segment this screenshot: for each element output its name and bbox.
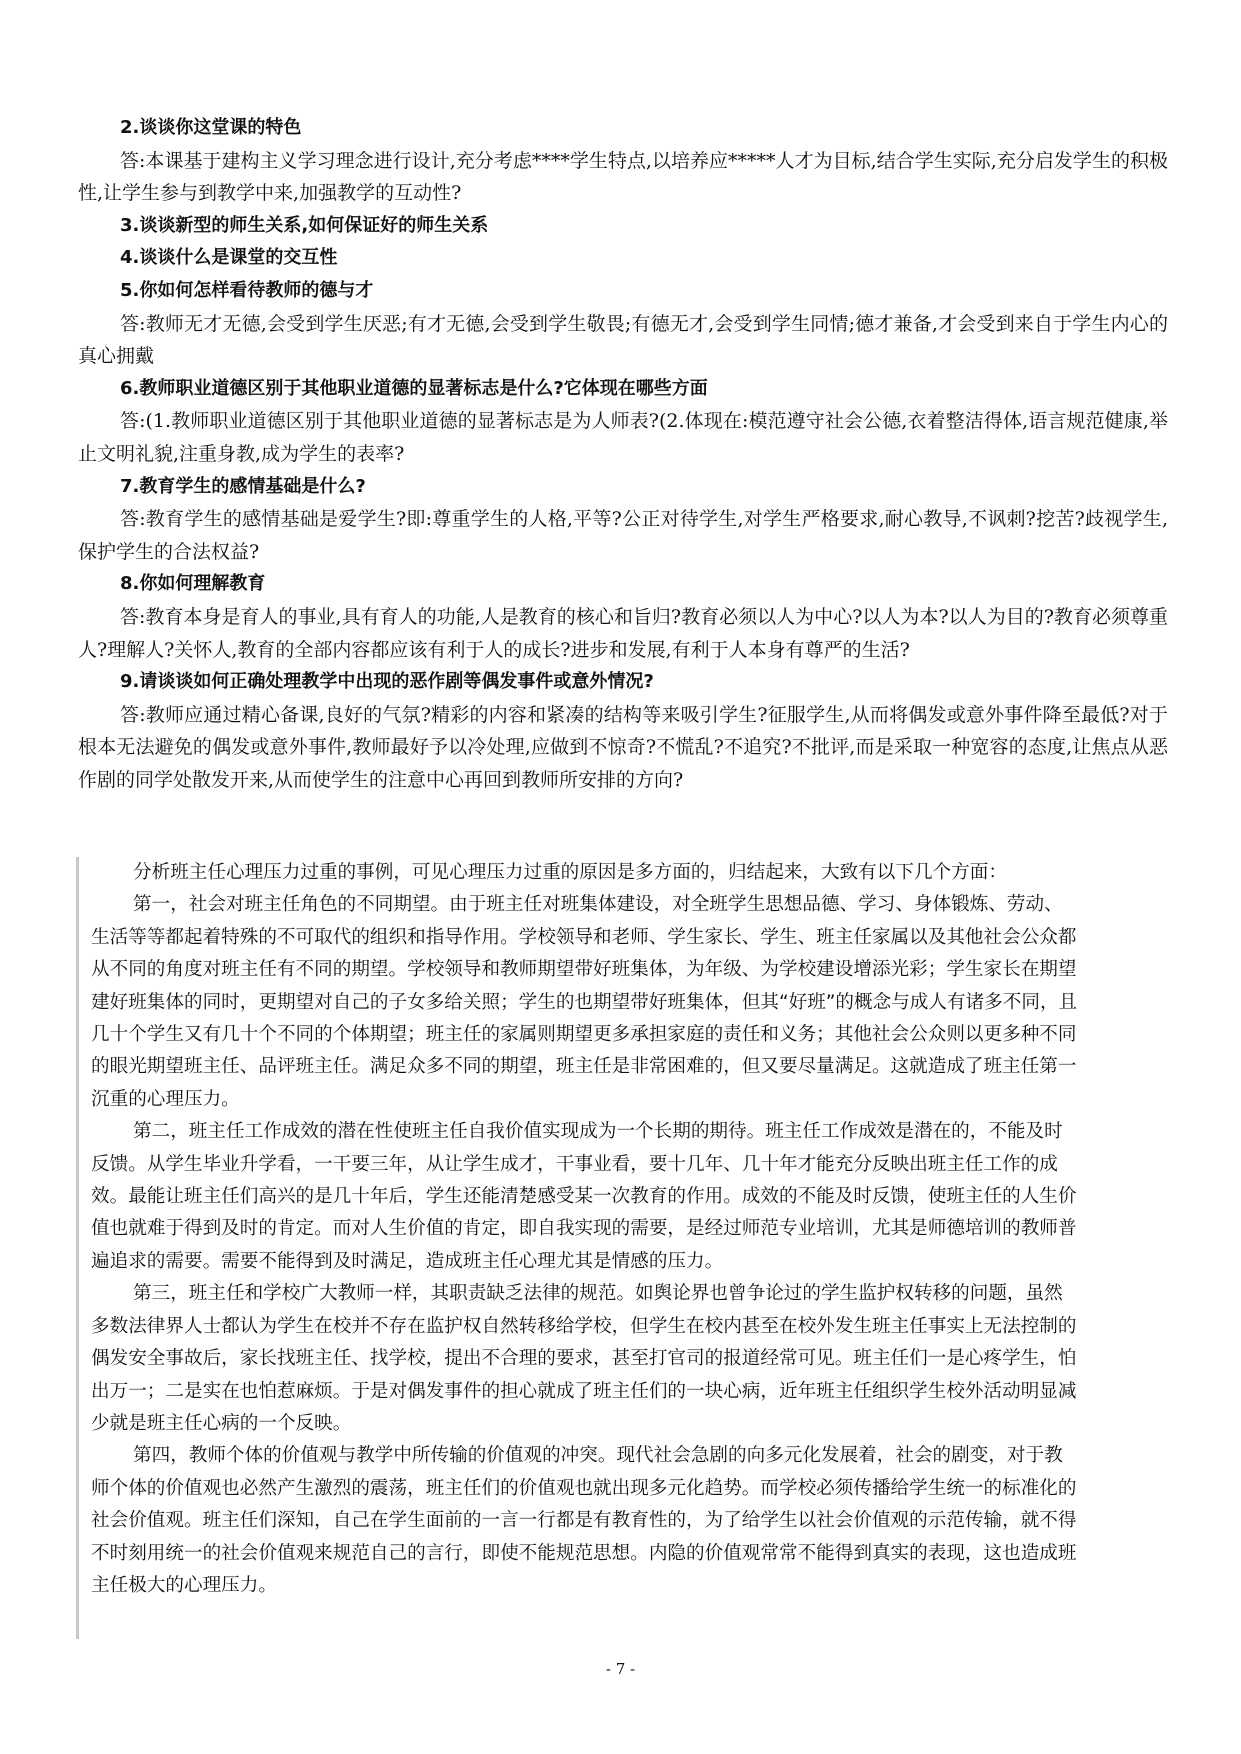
excerpt-paragraph: 分析班主任心理压力过重的事例，可见心理压力过重的原因是多方面的，归结起来，大致有以下几个方面： [133, 862, 1007, 883]
answer: 答:(1.教师职业道德区别于其他职业道德的显著标志是为人师表?(2.体现在:模范遵守社会公德,衣着整洁得体,语言规范健康,举止文明礼貌,注重身教,成为学生的表率? [78, 410, 1168, 465]
question: 7.教育学生的感情基础是什么? [120, 475, 366, 497]
answer: 答:本课基于建构主义学习理念进行设计,充分考虑****学生特点,以培养应*****人才为目标,结合学生实际,充分启发学生的积极性,让学生参与到教学中来,加强教学的互动性? [78, 149, 1168, 205]
qa-section [78, 112, 1168, 796]
qa-item [78, 373, 1168, 471]
excerpt-paragraph: 第三，班主任和学校广大教师一样，其职责缺乏法律的规范。如舆论界也曾争论过的学生监护权转移的问题，虽然多数法律界人士都认为学生在校并不存在监护权自然转移给学校，但学生在校内甚至在校外发生班主任事实上无法控制的偶发安全事故后，家长找班主任、找学校，提出不合理的要求，甚至打官司的报道经常可见。班主任们一是心疼学生，怕出万一；二是实在也怕惹麻烦。于是对偶发事件的担心就成了班主任们的一块心病，近年班主任组织学生校外活动明显减少就是班主任心病的一个反映。 [91, 1283, 1077, 1434]
question: 6.教师职业道德区别于其他职业道德的显著标志是什么?它体现在哪些方面 [120, 377, 708, 399]
qa-item [78, 242, 1168, 275]
question: 3.谈谈新型的师生关系,如何保证好的师生关系 [120, 214, 489, 236]
question: 2.谈谈你这堂课的特色 [120, 117, 302, 138]
question: 8.你如何理解教育 [120, 573, 266, 595]
excerpt-paragraph: 第四，教师个体的价值观与教学中所传输的价值观的冲突。现代社会急剧的向多元化发展着，社会的剧变，对于教师个体的价值观也必然产生激烈的震荡，班主任们的价值观也就出现多元化趋势。而学校必须传播给学生统一的标准化的社会价值观。班主任们深知，自己在学生面前的一言一行都是有教育性的，为了给学生以社会价值观的示范传输，就不得不时刻用统一的社会价值观来规范自己的言行，即使不能规范思想。内隐的价值观常常不能得到真实的表现，这也造成班主任极大的心理压力。 [91, 1445, 1077, 1596]
page-number: - 7 - [605, 1660, 636, 1678]
qa-item [78, 112, 1168, 210]
answer: 答:教师应通过精心备课,良好的气氛?精彩的内容和紧凑的结构等来吸引学生?征服学生,从而将偶发或意外事件降至最低?对于根本无法避免的偶发或意外事件,教师最好予以冷处理,应做到不惊奇?不慌乱?不追究?不批评,而是采取一种宽容的态度,让焦点从恶作剧的同学处散发开来,从而使学生的注意中心再回到教师所安排的方向? [78, 703, 1168, 791]
qa-item [78, 471, 1168, 569]
answer: 答:教育学生的感情基础是爱学生?即:尊重学生的人格,平等?公正对待学生,对学生严格要求,耐心教导,不讽刺?挖苦?歧视学生,保护学生的合法权益? [78, 508, 1168, 563]
excerpt-paragraph: 第一，社会对班主任角色的不同期望。由于班主任对班集体建设，对全班学生思想品德、学习、身体锻炼、劳动、生活等等都起着特殊的不可取代的组织和指导作用。学校领导和老师、学生家长、学生、班主任家属以及其他社会公众都从不同的角度对班主任有不同的期望。学校领导和教师期望带好班集体，为年级、为学校建设增添光彩；学生家长在期望建好班集体的同时，更期望对自己的子女多给关照；学生的也期望带好班集体，但其“好班”的概念与成人有诸多不同，且几十个学生又有几十个不同的个体期望；班主任的家属则期望更多承担家庭的责任和义务；其他社会公众则以更多种不同的眼光期望班主任、品评班主任。满足众多不同的期望，班主任是非常困难的，但又要尽量满足。这就造成了班主任第一沉重的心理压力。 [91, 894, 1078, 1110]
excerpt-paragraph: 第二，班主任工作成效的潜在性使班主任自我价值实现成为一个长期的期待。班主任工作成效是潜在的，不能及时反馈。从学生毕业升学看，一干要三年，从让学生成才，干事业看，要十几年、几十年才能充分反映出班主任工作的成效。最能让班主任们高兴的是几十年后，学生还能清楚感受某一次教育的作用。成效的不能及时反馈，使班主任的人生价值也就难于得到及时的肯定。而对人生价值的肯定，即自我实现的需要，是经过师范专业培训，尤其是师德培训的教师普遍追求的需要。需要不能得到及时满足，造成班主任心理尤其是情感的压力。 [91, 1121, 1077, 1272]
qa-item [78, 666, 1168, 796]
question: 9.请谈谈如何正确处理教学中出现的恶作剧等偶发事件或意外情况? [120, 671, 654, 693]
qa-item [78, 210, 1168, 243]
question: 5.你如何怎样看待教师的德与才 [120, 279, 374, 301]
answer: 答:教师无才无德,会受到学生厌恶;有才无德,会受到学生敬畏;有德无才,会受到学生同情;德才兼备,才会受到来自于学生内心的真心拥戴 [78, 312, 1168, 368]
scanned-excerpt [76, 857, 1119, 1639]
question: 4.谈谈什么是课堂的交互性 [120, 247, 338, 269]
qa-item [78, 568, 1168, 666]
qa-item [78, 275, 1168, 373]
answer: 答:教育本身是育人的事业,具有育人的功能,人是教育的核心和旨归?教育必须以人为中心?以人为本?以人为目的?教育必须尊重人?理解人?关怀人,教育的全部内容都应该有利于人的成长?进步和发展,有利于人本身有尊严的生活? [78, 605, 1168, 661]
